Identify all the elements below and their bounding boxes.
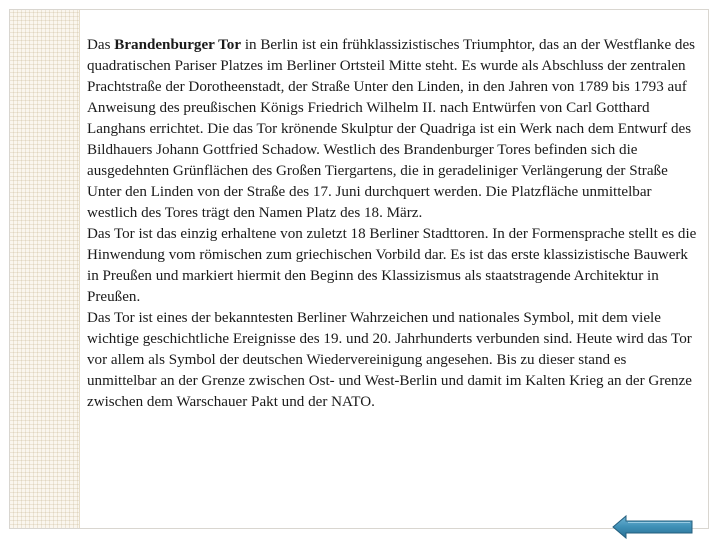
- paragraph-1: [87, 35, 699, 224]
- paragraph-1-rest: in Berlin ist ein frühklassizistisches Triumphtor, das an der Westflanke des quadratischen Pariser Platzes im Berliner Ortsteil Mitte steht. Es wurde als Abschluss der zentralen Prachtstraße der Dorotheenstadt, der Straße Unter den Linden, in den Jahren von 1789 bis 1793 auf Anweisung des preußischen Königs Friedrich Wilhelm II. nach Entwürfen von Carl Gotthard Langhans errichtet. Die das Tor krönende Skulptur der Quadriga ist ein Werk nach dem Entwurf des Bildhauers Johann Gottfried Schadow. Westlich des Brandenburger Tores befinden sich die ausgedehnten Grünflächen des Großen Tiergartens, die in geradeliniger Verlängerung der Straße Unter den Linden von der Straße des 17. Juni durchquert werden. Die Platzfläche unmittelbar westlich des Tores trägt den Namen Platz des 18. März.: [87, 37, 696, 221]
- body-text: [87, 35, 699, 413]
- paragraph-2: Das Tor ist das einzig erhaltene von zuletzt 18 Berliner Stadttoren. In der Formensprache stellt es die Hinwendung vom römischen zum griechischen Vorbild dar. Es ist das erste klassizistische Bauwerk in Preußen und markiert hiermit den Beginn des Klassizismus als staatstragende Architektur in Preußen.: [87, 226, 697, 305]
- back-button[interactable]: [612, 514, 694, 540]
- left-arrow-icon: [612, 514, 694, 540]
- decorative-left-stripe: [10, 10, 80, 528]
- paragraph-3: Das Tor ist eines der bekanntesten Berliner Wahrzeichen und nationales Symbol, mit dem viele wichtige geschichtliche Ereignisse des 19. und 20. Jahrhunderts verbunden sind. Heute wird das Tor vor allem als Symbol der deutschen Wiedervereinigung angesehen. Bis zu dieser stand es unmittelbar an der Grenze zwischen Ost- und West-Berlin und damit im Kalten Krieg an der Grenze zwischen dem Warschauer Pakt und der NATO.: [87, 310, 692, 410]
- paragraph-1-intro: Das: [87, 37, 115, 53]
- paragraph-1-bold-term: Brandenburger Tor: [114, 37, 242, 53]
